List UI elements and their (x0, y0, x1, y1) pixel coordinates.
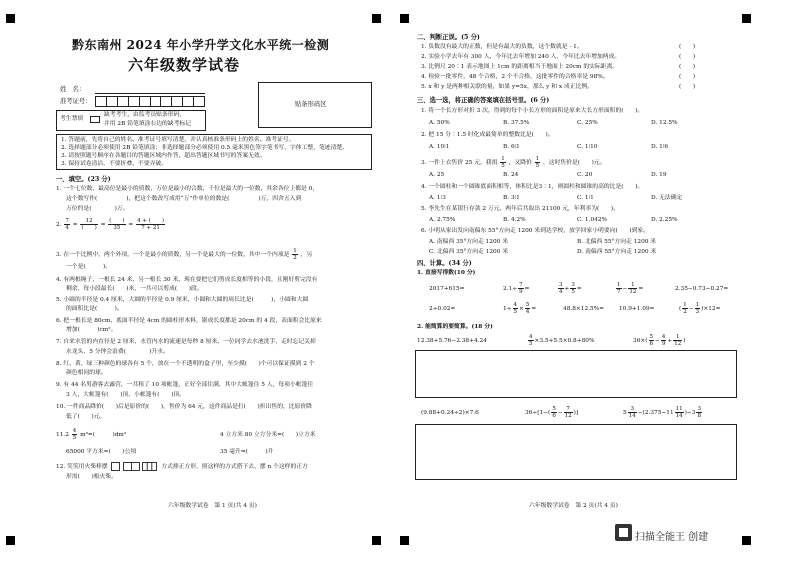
question-text: 增加( )cm²。 (66, 327, 117, 333)
question-text: 5. 李先生在某银行存款 2 万元，两年后共取出 21100 元，年利率为( )。 (421, 206, 619, 212)
question-text: 65000 平方米=( )公顷 (66, 449, 137, 455)
answer-blank[interactable]: ( ) (679, 84, 696, 90)
calc-item: 48.8×12.5%= (563, 306, 605, 312)
registration-mark (372, 536, 381, 545)
page-footer: 六年级数学试卷 第 1 页(共 4 页) (168, 503, 257, 509)
choice-option: B. 37.5% (503, 120, 530, 126)
answer-blank[interactable]: ( ) (679, 74, 696, 80)
registration-mark (742, 536, 751, 545)
calc-item: $\frac{1}{7}$ − $\frac{1}{12}$ = (617, 282, 644, 295)
choice-option: D. 南偏西 55°方向走 1200 米 (577, 249, 657, 255)
section-multiple-choice: 三、选一选，将正确的答案填在括号里。(6 分) (417, 97, 550, 104)
answer-blank[interactable]: ( ) (679, 44, 696, 50)
exam-title: 黔东南州 2024 年小学升学文化水平统一检测 (72, 38, 330, 52)
question-text: 万位约是( )万。 (66, 206, 129, 212)
choice-option: A. 南偏西 35°方向走 1200 米 (429, 239, 509, 245)
calc-item: 12.38+5.76−2.38+4.24 (417, 338, 487, 344)
question-text: 1. 一个七位数，最高位是最小的质数，万位是最小的合数，千位是最大的一位数，其余各位上都是 0， (56, 186, 319, 192)
choice-option: D. 无法确定 (651, 195, 683, 201)
choice-option: C. 1.042% (577, 217, 608, 223)
choice-option: C. 1∶10 (577, 144, 598, 150)
calc-item: 10.9+1.09= (619, 306, 655, 312)
answer-blank[interactable]: ( ) (679, 64, 696, 70)
instruction-line: 2. 选择题部分必须使用 2B 铅笔填涂；非选择题部分必须使用 0.5 毫米黑色签字笔书写，字体工整，笔迹清楚。 (61, 145, 348, 151)
question-text: 一个是( )。 (66, 264, 112, 270)
question-text: 5. 小圆的半径是 0.4 厘米，大圆的半径是 0.9 厘米，小圆和大圆的周长比是( )，小圆和大圆 (56, 297, 309, 303)
registration-mark (742, 14, 751, 23)
instruction-line: 1. 答题前，先将自己的姓名、准考证号填写清楚，并认真核准条形码上的姓名、准考证号。 (61, 137, 295, 143)
question-text: 6. 把一根长是 80cm，底面半径是 4cm 的圆柱形木料，锯成长度都是 20cm 的 4 段，表面积会比原来 (56, 318, 322, 324)
choice-option: D. 12.5% (651, 120, 678, 126)
answer-area[interactable] (415, 424, 737, 480)
choice-option: B. 3∶1 (503, 195, 520, 201)
question-text: 9. 有 44 名男游客去露营，一共租了 10 项帐篷，正好全部住满，其中大帐篷住 5 人，每项小帐篷住 (56, 382, 314, 388)
question-2: 2. $\frac{7}{4}$ = $\frac{12}{( )}$ = $\frac{( )}{35}$ = $\frac{4 + ( )}{7 + 21}$ (56, 218, 165, 231)
subsection-simplify: 2. 能简算的要简算。(18 分) (417, 324, 493, 330)
choice-option: B. 24 (503, 172, 519, 178)
calc-item: 5 $\frac{3}{14}$ −(2.375−11 $\frac{11}{14}$ )−3 $\frac{3}{8}$ (623, 406, 701, 419)
question-12: 12. 笑笑用火柴棒摆 方式排正方形，照这样的方式搭下去，摆 n 个这样的正方 (56, 464, 308, 470)
question-text: 形需( )根火柴。 (66, 474, 117, 480)
answer-area[interactable] (415, 350, 737, 398)
question-text: 2. 把 15 分∶1.5 时化成最简单的整数比是( )。 (421, 132, 554, 138)
registration-mark (6, 536, 15, 545)
choice-option: D. 1∶6 (651, 144, 669, 150)
choice-option: C. 25% (577, 120, 598, 126)
choice-option: B. 6∶1 (503, 144, 520, 150)
instruction-line: 3. 请按照题号顺序在各题目的答题区域内作答，超出答题区域书写的答案无效。 (61, 153, 266, 159)
question-11: 11.2 $\frac{4}{5}$ m³=( )dm³ (56, 428, 127, 441)
calc-item: 2÷0.02= (429, 306, 456, 312)
question-text: 的面积比是( )。 (66, 306, 123, 312)
judge-item: 4. 检验一批零件，48 个合格，2 个不合格，这批零件的合格率是 98%。 (421, 74, 609, 80)
question-text: 3 人，大帐篷有( )顶，小帐篷有( )顶。 (66, 392, 185, 398)
id-field[interactable] (95, 96, 205, 107)
id-label: 准考证号： (60, 98, 92, 105)
scanner-watermark: 扫描全能王 创建 (635, 532, 709, 543)
calc-item: 1÷ $\frac{4}{5}$ × $\frac{5}{4}$ = (503, 302, 537, 315)
section-judge: 二、判断正误。(5 分) (417, 34, 480, 41)
question-text: 这个数写作( )，把这个数改写成用“万”作单位的数是( )万，四舍五入到 (66, 196, 302, 202)
choice-option: B. 北偏西 55°方向走 1200 米 (577, 239, 657, 245)
question-3: 3. 在一个比例中，两个外项，一个是最小的质数，另一个是最大的一位数，其中一个内项是 $\frac{1}{2}$ ，另 (56, 248, 313, 261)
question-text: 剩余，每小段最长( )米，一共可以剪成( )段。 (66, 286, 203, 292)
question-text: 4 立方米 80 立方分米=( )立方米 (220, 432, 316, 438)
name-field[interactable] (95, 93, 205, 94)
choice-option: B. 4.2% (503, 217, 526, 223)
question-text: 1. 将一个长方形对折 3 次，得到的每个小长方形的面积是原来大长方形面积的( )。 (421, 108, 644, 114)
judge-item: 1. 负数没有最大的正数，但是有最大的负数，这个数就是 - 1。 (421, 44, 583, 50)
calc-item: 36÷[1−( $\frac{5}{6}$ − $\frac{7}{12}$ )] (525, 406, 579, 419)
absent-box (56, 110, 206, 131)
registration-mark (372, 14, 381, 23)
matchstick-squares-icon (111, 462, 157, 471)
choice-option: C. 1∶1 (577, 195, 594, 201)
judge-item: 5. x 和 y 是两种相关联的量，如果 y=5x，那么 y 和 x 成正比例。 (421, 84, 594, 90)
instructions-box (56, 134, 372, 170)
question-text: 水龙头，5 分钟会浪费( )升水。 (66, 349, 169, 355)
question-text: 35 毫升=( )升 (220, 449, 274, 455)
choice-option: A. 2.75% (429, 217, 456, 223)
right-page (397, 0, 794, 561)
choice-option: A. 25 (429, 172, 445, 178)
subsection-direct: 1. 直接写得数(10 分) (417, 270, 476, 276)
question-mc3: 3. 一件上衣售价 25 元，我捐 $\frac{1}{5}$ ，又降价 $\frac{1}{5}$ ，这时售价是( )元。 (421, 156, 606, 169)
registration-mark (6, 14, 15, 23)
calc-item: 2.35−0.73−0.27= (675, 286, 729, 292)
calc-item: ( $\frac{1}{2}$ − $\frac{1}{3}$ )×12= (679, 302, 721, 315)
choice-option: A. 50% (429, 120, 450, 126)
question-text: 低了( )元。 (66, 414, 106, 420)
calc-item: $\frac{4}{5}$ ×3.5+5.5×0.8+80% (529, 334, 595, 347)
calc-item: 36×( $\frac{5}{6}$ − $\frac{4}{9}$ + $\frac{1}{12}$ ) (633, 334, 686, 347)
registration-mark (400, 14, 409, 23)
calc-item: (9.88+0.24÷2)×7.6 (421, 410, 479, 416)
judge-item: 3. 比例尺 20∶1 表示地图上 1cm 的距离相当于地面上 20cm 的实际距离。 (421, 64, 619, 70)
exam-subtitle: 六年级数学试卷 (128, 56, 241, 74)
calc-item: 2017+615= (429, 286, 465, 292)
absent-note: 缺考考生，由监考员贴条形码， (104, 112, 186, 118)
answer-blank[interactable]: ( ) (679, 54, 696, 60)
section-fill-blank: 一、填空。(23 分) (56, 176, 111, 183)
scanner-logo-icon (615, 524, 632, 541)
absent-note: 并用 2B 铅笔填涂右边的缺考标记 (104, 121, 191, 127)
page-footer: 六年级数学试卷 第 2 页(共 4 页) (529, 503, 618, 509)
choice-option: D. 2.25% (651, 217, 678, 223)
question-text: 4. 有两根绳子，一根长 24 米，另一根长 30 米，现在要把它们剪成长度相等的小段，且刚好剪完没有 (56, 277, 318, 283)
choice-option: A. 1∶3 (429, 195, 446, 201)
barcode-label: 贴条形码区 (295, 101, 327, 108)
name-label: 姓 名： (60, 86, 86, 93)
calc-item: 2.1÷ $\frac{7}{9}$ = (503, 282, 530, 295)
question-text: 6. 小明从家出发向南偏东 55°方向走 1200 米到达学校，放学回家小明要向( )到家。 (421, 228, 649, 234)
question-text: 8. 红、黄、绿三种颜色的球各有 5 个，放在一个不透明的盒子里，至少摸( )个可以保证摸到 2 个 (56, 361, 315, 367)
absent-label: 考生禁填 (60, 116, 84, 122)
instruction-line: 3. 保持试卷清洁，不要折叠、不要弄破。 (61, 161, 167, 167)
question-text: 4. 一个圆柱和一个圆锥底面积相等，体积比是3∶1，则圆柱和圆锥的高的比是( )。 (421, 184, 644, 190)
absent-mark-box[interactable] (90, 116, 100, 123)
question-text: 10. 一件商品降价( )后是原价的( )，售价为 64 元，这件商品是打( )折出售的，比原价降 (56, 404, 312, 410)
choice-option: D. 19 (651, 172, 667, 178)
barcode-area[interactable] (258, 82, 372, 128)
choice-option: A. 10∶1 (429, 144, 450, 150)
section-calculation: 四、计算。(34 分) (417, 260, 472, 267)
question-text: 颜色相同的球。 (66, 370, 107, 376)
choice-option: C. 北偏西 35°方向走 1200 米 (429, 249, 509, 255)
question-text: 7. 自来水管的内直径是 2 厘米，水管内水的流速是每秒 8 厘米，一位同学去水池洗手，走时忘记关掉 (56, 339, 316, 345)
registration-mark (400, 536, 409, 545)
judge-item: 2. 实验小学去年有 300 人，今年比去年增加 240 人，今年比去年增加两成。 (421, 54, 621, 60)
calc-item: $\frac{3}{4}$ + $\frac{3}{5}$ = (559, 282, 582, 295)
choice-option: C. 20 (577, 172, 593, 178)
